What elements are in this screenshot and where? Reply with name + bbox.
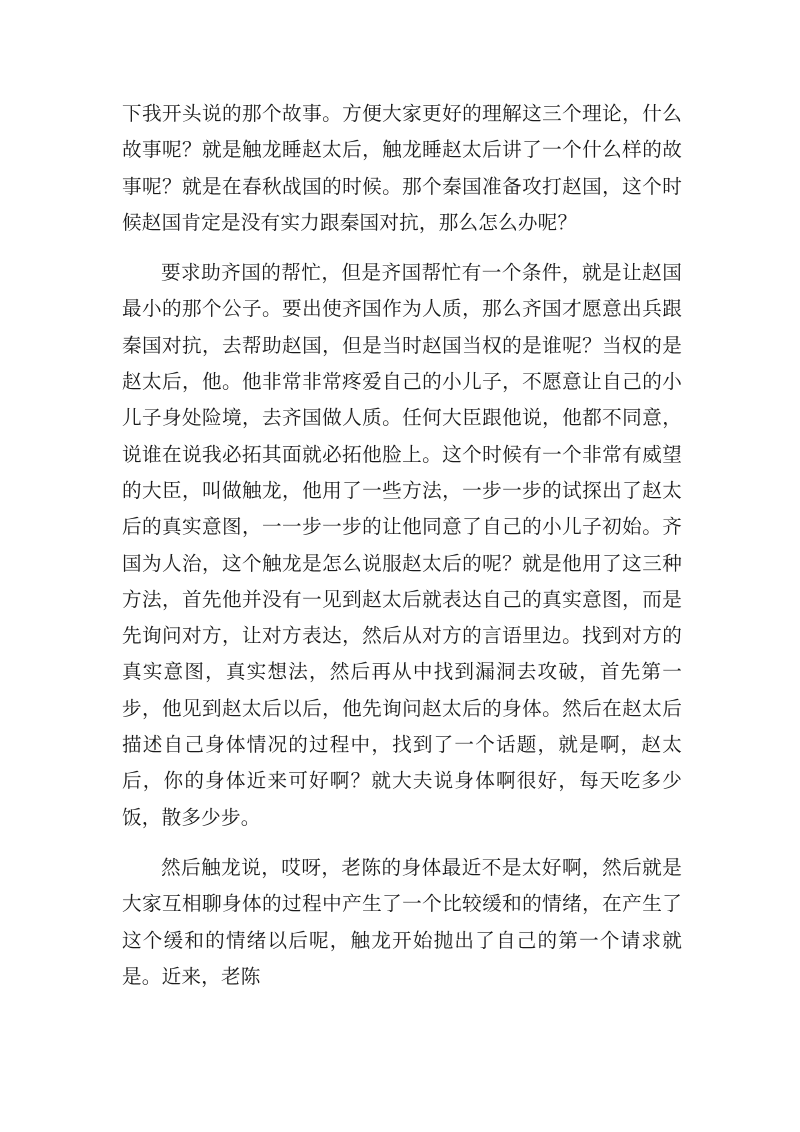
- document-body: [122, 96, 682, 1009]
- paragraph-2: 要求助齐国的帮忙，但是齐国帮忙有一个条件，就是让赵国最小的那个公子。要出使齐国作为人质，那么齐国才愿意出兵跟秦国对抗，去帮助赵国，但是当时赵国当权的是谁呢？当权的是赵太后，他。他非常非常疼爱自己的小儿子，不愿意让自己的小儿子身处险境，去齐国做人质。任何大臣跟他说，他都不同意，说谁在说我必拓其面就必拓他脸上。这个时候有一个非常有威望的大臣，叫做触龙，他用了一些方法，一步一步的试探出了赵太后的真实意图，一一步一步的让他同意了自己的小儿子初始。齐国为人治，这个触龙是怎么说服赵太后的呢？就是他用了这三种方法，首先他并没有一见到赵太后就表达自己的真实意图，而是先询问对方，让对方表达，然后从对方的言语里边。找到对方的真实意图，真实想法，然后再从中找到漏洞去攻破，首先第一步，他见到赵太后以后，他先询问赵太后的身体。然后在赵太后描述自己身体情况的过程中，找到了一个话题，就是啊，赵太后，你的身体近来可好啊？就大夫说身体啊很好，每天吃多少饭，散多少步。: [122, 261, 682, 829]
- paragraph-3: 然后触龙说，哎呀，老陈的身体最近不是太好啊，然后就是大家互相聊身体的过程中产生了一个比较缓和的情绪，在产生了这个缓和的情绪以后呢，触龙开始抛出了自己的第一个请求就是。近来，老陈: [122, 855, 682, 988]
- paragraph-1: 下我开头说的那个故事。方便大家更好的理解这三个理论，什么故事呢？就是触龙睡赵太后，触龙睡赵太后讲了一个什么样的故事呢？就是在春秋战国的时候。那个秦国准备攻打赵国，这个时候赵国肯定是没有实力跟秦国对抗，那么怎么办呢？: [122, 102, 682, 234]
